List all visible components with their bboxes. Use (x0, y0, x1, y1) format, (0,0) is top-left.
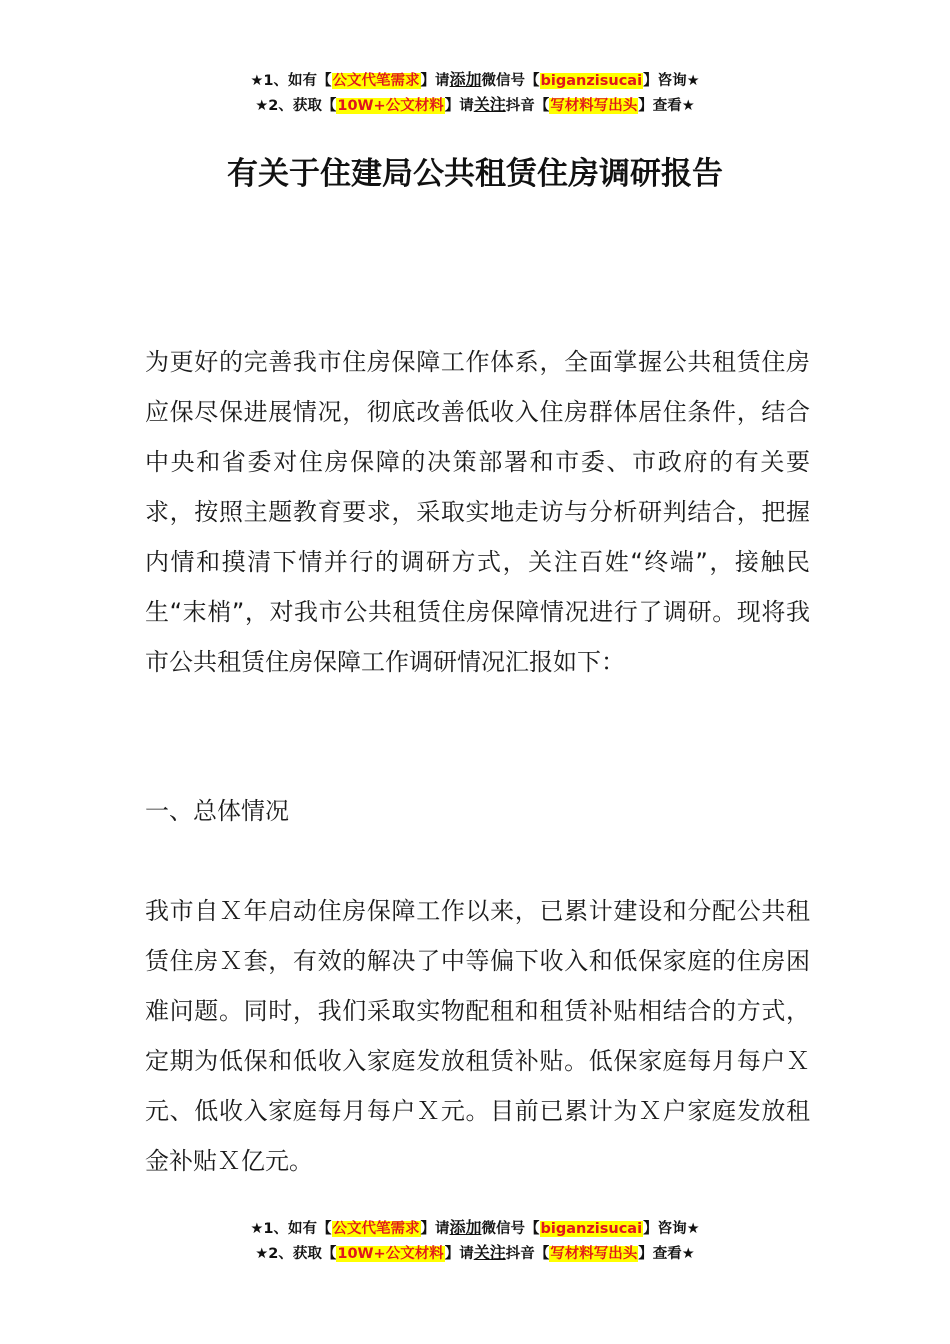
banner-line-2-suffix: 】查看★ (638, 98, 695, 114)
banner-line-2-highlight-materials: 10W+公文材料 (337, 98, 444, 114)
footer-line-1-emphasis: 添加 (449, 1218, 482, 1237)
footer-line-1-mid: 】请 (420, 1221, 450, 1237)
footer-line-2-mid-2: 抖音【 (505, 1246, 550, 1262)
footer-line-2-highlight-douyin: 写材料写出头 (550, 1246, 638, 1262)
banner-line-1-highlight-wechat: biganzisucai (540, 73, 643, 89)
banner-line-2-highlight-douyin: 写材料写出头 (550, 98, 638, 114)
footer-line-2-mid: 】请 (444, 1246, 474, 1262)
footer-line-1-mid-2: 微信号【 (481, 1221, 540, 1237)
header-banner (0, 68, 950, 118)
banner-line-2-emphasis: 关注 (473, 95, 506, 114)
footer-line-1-suffix: 】咨询★ (643, 1221, 700, 1237)
banner-line-1-prefix: ★1、如有【 (250, 73, 332, 89)
overview-paragraph: 我市自Ｘ年启动住房保障工作以来，已累计建设和分配公共租赁住房Ｘ套，有效的解决了中等偏下收入和低保家庭的住房困难问题。同时，我们采取实物配租和租赁补贴相结合的方式，定期为低保和低收入家庭发放租赁补贴。低保家庭每月每户Ｘ元、低收入家庭每月每户Ｘ元。目前已累计为Ｘ户家庭发放租金补贴Ｘ亿元。 (145, 897, 810, 1175)
banner-line-2-prefix: ★2、获取【 (255, 98, 337, 114)
banner-line-1-emphasis: 添加 (449, 70, 482, 89)
banner-line-1-suffix: 】咨询★ (643, 73, 700, 89)
footer-banner-line-2 (0, 1241, 950, 1266)
banner-line-2-mid: 】请 (444, 98, 474, 114)
document-title: 有关于住建局公共租赁住房调研报告 (227, 156, 723, 192)
intro-paragraph: 为更好的完善我市住房保障工作体系，全面掌握公共租赁住房应保尽保进展情况，彻底改善低收入住房群体居住条件，结合中央和省委对住房保障的决策部署和市委、市政府的有关要求，按照主题教育要求，采取实地走访与分析研判结合，把握内情和摸清下情并行的调研方式，关注百姓“终端”，接触民生“末梢”，对我市公共租赁住房保障情况进行了调研。现将我市公共租赁住房保障工作调研情况汇报如下： (145, 348, 810, 676)
footer-line-1-highlight-wechat: biganzisucai (540, 1221, 643, 1237)
section-heading-overview: 一、总体情况 (145, 797, 289, 825)
footer-line-2-emphasis: 关注 (473, 1243, 506, 1262)
banner-line-1 (0, 68, 950, 93)
banner-line-2-mid-2: 抖音【 (505, 98, 550, 114)
footer-line-1-highlight-service: 公文代笔需求 (332, 1221, 420, 1237)
banner-line-2 (0, 93, 950, 118)
footer-line-2-prefix: ★2、获取【 (255, 1246, 337, 1262)
banner-line-1-mid: 】请 (420, 73, 450, 89)
footer-line-2-highlight-materials: 10W+公文材料 (337, 1246, 444, 1262)
banner-line-1-mid-2: 微信号【 (481, 73, 540, 89)
footer-line-1-prefix: ★1、如有【 (250, 1221, 332, 1237)
banner-line-1-highlight-service: 公文代笔需求 (332, 73, 420, 89)
footer-banner (0, 1216, 950, 1266)
footer-banner-line-1 (0, 1216, 950, 1241)
footer-line-2-suffix: 】查看★ (638, 1246, 695, 1262)
